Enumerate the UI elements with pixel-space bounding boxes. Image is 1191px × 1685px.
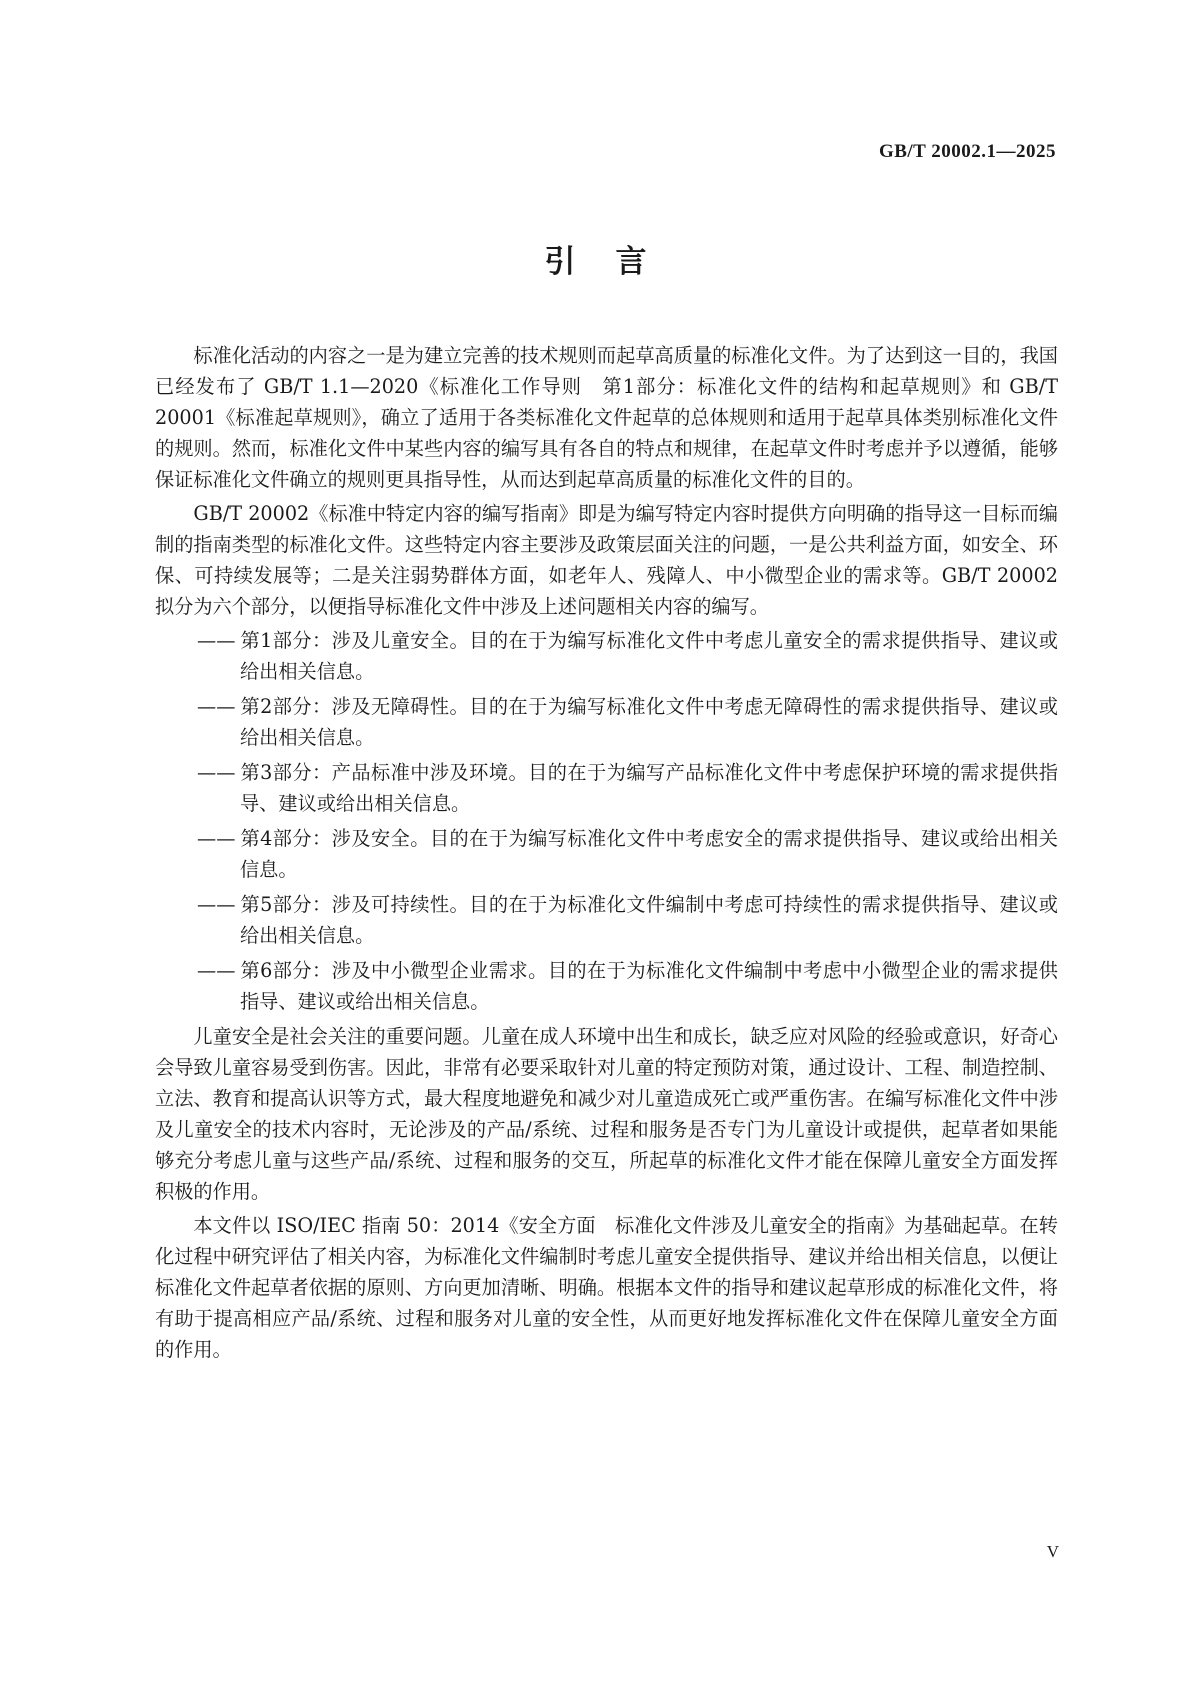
list-item <box>155 889 1058 951</box>
list-dash: —— <box>197 959 236 982</box>
paragraph: 本文件以 ISO/IEC 指南 50：2014《安全方面 标准化文件涉及儿童安全的指南》为基础起草。在转化过程中研究评估了相关内容，为标准化文件编制时考虑儿童安全提供指导、建议并给出相关信息，以便让标准化文件起草者依据的原则、方向更加清晰、明确。根据本文件的指导和建议起草形成的标准化文件，将有助于提高相应产品/系统、过程和服务对儿童的安全性，从而更好地发挥标准化文件在保障儿童安全方面的作用。 <box>155 1214 1058 1361</box>
list-dash: —— <box>197 827 236 850</box>
paragraph: GB/T 20002《标准中特定内容的编写指南》即是为编写特定内容时提供方向明确的指导这一目标而编制的指南类型的标准化文件。这些特定内容主要涉及政策层面关注的问题，一是公共利益方面，如安全、环保、可持续发展等；二是关注弱势群体方面，如老年人、残障人、中小微型企业的需求等。GB/T 20002 拟分为六个部分，以便指导标准化文件中涉及上述问题相关内容的编写。 <box>155 502 1058 618</box>
list-item <box>155 691 1058 753</box>
list-item-text: 第1部分：涉及儿童安全。目的在于为编写标准化文件中考虑儿童安全的需求提供指导、建议或给出相关信息。 <box>240 629 1058 683</box>
paragraph: 儿童安全是社会关注的重要问题。儿童在成人环境中出生和成长，缺乏应对风险的经验或意识，好奇心会导致儿童容易受到伤害。因此，非常有必要采取针对儿童的特定预防对策，通过设计、工程、制造控制、立法、教育和提高认识等方式，最大程度地避免和减少对儿童造成死亡或严重伤害。在编写标准化文件中涉及儿童安全的技术内容时，无论涉及的产品/系统、过程和服务是否专门为儿童设计或提供，起草者如果能够充分考虑儿童与这些产品/系统、过程和服务的交互，所起草的标准化文件才能在保障儿童安全方面发挥积极的作用。 <box>155 1025 1058 1203</box>
parts-list <box>155 625 1058 1017</box>
list-item <box>155 757 1058 819</box>
list-dash: —— <box>197 893 236 916</box>
standard-code: GB/T 20002.1—2025 <box>878 141 1056 162</box>
list-item-text: 第5部分：涉及可持续性。目的在于为标准化文件编制中考虑可持续性的需求提供指导、建议或给出相关信息。 <box>240 893 1058 947</box>
list-dash: —— <box>197 695 236 718</box>
list-item <box>155 955 1058 1017</box>
list-item-text: 第6部分：涉及中小微型企业需求。目的在于为标准化文件编制中考虑中小微型企业的需求提供指导、建议或给出相关信息。 <box>240 959 1058 1013</box>
page-number: V <box>1046 1542 1059 1561</box>
list-item <box>155 823 1058 885</box>
list-item-text: 第4部分：涉及安全。目的在于为编写标准化文件中考虑安全的需求提供指导、建议或给出相关信息。 <box>240 827 1058 881</box>
list-item <box>155 625 1058 687</box>
list-item-text: 第2部分：涉及无障碍性。目的在于为编写标准化文件中考虑无障碍性的需求提供指导、建议或给出相关信息。 <box>240 695 1058 749</box>
document-body <box>155 340 1058 1368</box>
page-title: 引言 <box>544 244 687 280</box>
list-dash: —— <box>197 761 236 784</box>
list-dash: —— <box>197 629 236 652</box>
paragraph: 标准化活动的内容之一是为建立完善的技术规则而起草高质量的标准化文件。为了达到这一目的，我国已经发布了 GB/T 1.1—2020《标准化工作导则 第1部分：标准化文件的结构和起草规则》和 GB/T 20001《标准起草规则》，确立了适用于各类标准化文件起草的总体规则和适用于起草具体类别标准化文件的规则。然而，标准化文件中某些内容的编写具有各自的特点和规律，在起草文件时考虑并予以遵循，能够保证标准化文件确立的规则更具指导性，从而达到起草高质量的标准化文件的目的。 <box>155 344 1058 491</box>
list-item-text: 第3部分：产品标准中涉及环境。目的在于为编写产品标准化文件中考虑保护环境的需求提供指导、建议或给出相关信息。 <box>240 761 1058 815</box>
